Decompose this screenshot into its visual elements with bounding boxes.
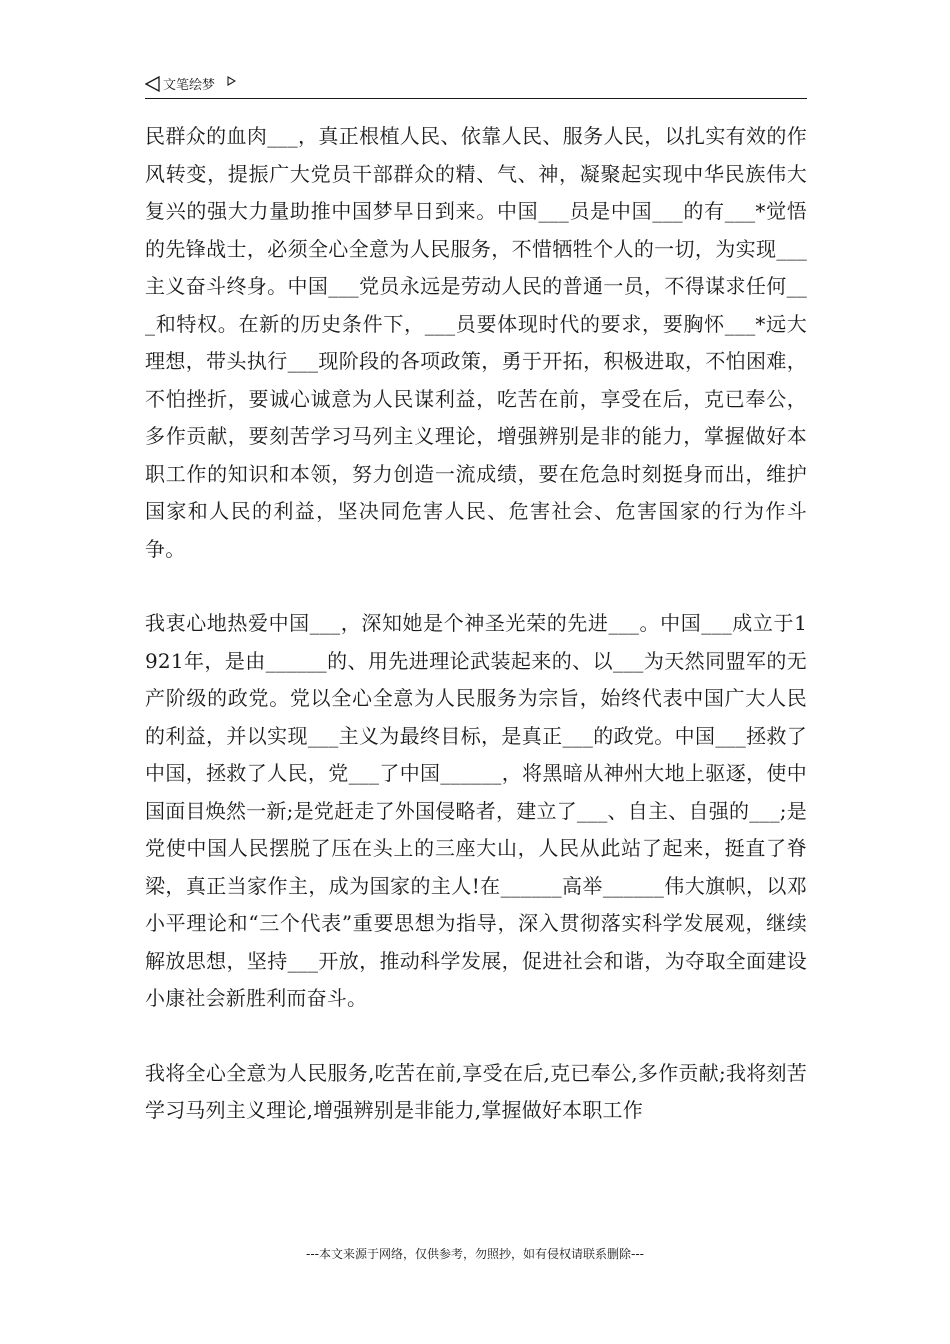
paragraph-3: 我将全心全意为人民服务,吃苦在前,享受在后,克已奉公,多作贡献;我将刻苦学习马列主义理论,增强辨别是非能力,掌握做好本职工作 — [145, 1060, 807, 1122]
header-brand — [145, 74, 236, 93]
right-triangle-outline-icon — [227, 76, 236, 86]
paragraph-2: 我衷心地热爱中国___，深知她是个神圣光荣的先进___。中国___成立于1921年，是由______的、用先进理论武装起来的、以___为天然同盟军的无产阶级的政党。党以全心全意为人民服务为宗旨，始终代表中国广大人民的利益，并以实现___主义为最终目标，是真正___的政党。中国___拯救了中国，拯救了人民，党___了中国______，将黑暗从神州大地上驱逐，使中国面目焕然一新;是党赶走了外国侵略者，建立了___、自主、自强的___;是党使中国人民摆脱了压在头上的三座大山，人民从此站了起来，挺直了脊梁，真正当家作主，成为国家的主人!在______高举______伟大旗帜，以邓小平理论和“三个代表”重要思想为指导，深入贯彻落实科学发展观，继续解放思想，坚持___开放，推动科学发展，促进社会和谐，为夺取全面建设小康社会新胜利而奋斗。 — [145, 611, 807, 1010]
page-footer-disclaimer: ---本文来源于网络，仅供参考，勿照抄，如有侵权请联系删除--- — [306, 1247, 644, 1261]
paragraph-1: 民群众的血肉___，真正根植人民、依靠人民、服务人民，以扎实有效的作风转变，提振广大党员干部群众的精、气、神，凝聚起实现中华民族伟大复兴的强大力量助推中国梦早日到来。中国___员是中国___的有___*觉悟的先锋战士，必须全心全意为人民服务，不惜牺牲个人的一切，为实现___主义奋斗终身。中国___党员永远是劳动人民的普通一员，不得谋求任何___和特权。在新的历史条件下，___员要体现时代的要求，要胸怀___*远大理想，带头执行___现阶段的各项政策，勇于开拓，积极进取，不怕困难，不怕挫折，要诚心诚意为人民谋利益，吃苦在前，享受在后，克已奉公，多作贡献，要刻苦学习马列主义理论，增强辨别是非的能力，掌握做好本职工作的知识和本领，努力创造一流成绩，要在危急时刻挺身而出，维护国家和人民的利益，坚决同危害人民、危害社会、危害国家的行为作斗争。 — [145, 124, 807, 561]
page-header — [145, 72, 807, 99]
document-body — [145, 118, 807, 1130]
header-brand-text: 文笔绘梦 — [163, 78, 216, 93]
left-triangle-outline-icon — [145, 76, 160, 92]
